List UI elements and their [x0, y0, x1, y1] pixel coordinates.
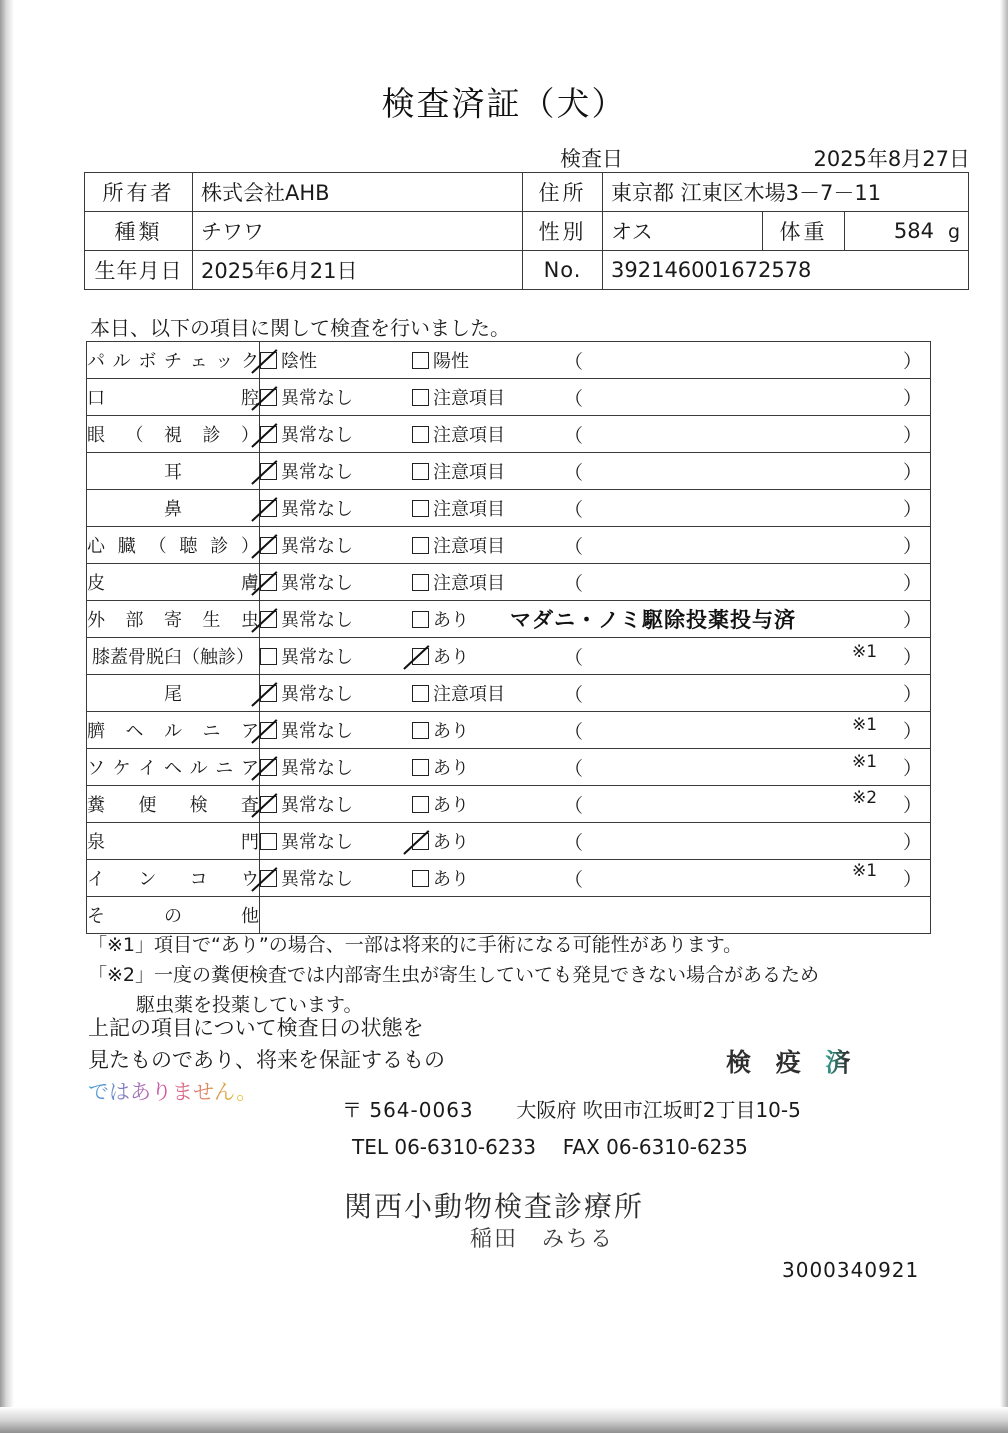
- checkbox-option-label: 注意項目: [433, 425, 505, 446]
- checkbox-option-label: あり: [433, 721, 469, 742]
- checkbox-icon[interactable]: [412, 870, 429, 887]
- remark-paren-close: ）: [902, 387, 922, 410]
- checklist-item-label: 泉 門: [87, 823, 260, 860]
- owner-info-table: [84, 172, 969, 290]
- checkbox-icon[interactable]: [412, 426, 429, 443]
- remark-paren-open: （: [564, 350, 584, 373]
- checkbox-option[interactable]: [412, 495, 562, 521]
- table-row: [87, 712, 931, 749]
- checkbox-option-label: 異常なし: [281, 647, 353, 668]
- checkbox-option[interactable]: [260, 865, 412, 891]
- checkbox-option[interactable]: [260, 606, 412, 632]
- footnote-1: 「※1」項目で“あり”の場合、一部は将来的に手術になる可能性があります。: [88, 934, 743, 956]
- checklist-item-label: 耳: [87, 453, 260, 490]
- checklist-options-cell: [260, 823, 931, 860]
- footnote-marker: ※1: [852, 751, 878, 772]
- checklist-item-label: ソ ケ イ ヘ ル ニ ア: [87, 749, 260, 786]
- remark-paren-close: ）: [902, 461, 922, 484]
- checklist-item-label: パ ル ボ チ ェ ッ ク: [87, 342, 260, 379]
- breed-label: 種類: [85, 212, 193, 251]
- checkbox-option-label: 注意項目: [433, 536, 505, 557]
- checkbox-icon[interactable]: [412, 574, 429, 591]
- remark-paren-close: ）: [902, 572, 922, 595]
- checkbox-option[interactable]: [260, 754, 412, 780]
- checkbox-option[interactable]: [412, 421, 562, 447]
- checklist-options-cell: [260, 860, 931, 897]
- remark-paren-open: （: [564, 868, 584, 891]
- weight-unit: g: [947, 221, 961, 243]
- table-row: [87, 564, 931, 601]
- checkmark-icon[interactable]: [260, 500, 277, 517]
- checkbox-option[interactable]: [260, 828, 412, 854]
- postal-mark: 〒: [342, 1098, 363, 1122]
- remark-paren-close: ）: [902, 757, 922, 780]
- checklist-options-cell: [260, 527, 931, 564]
- remark-paren-open: （: [564, 461, 584, 484]
- checklist-item-label: 皮 膚: [87, 564, 260, 601]
- checklist-options-cell: [260, 638, 931, 675]
- remark-paren-open: （: [564, 498, 584, 521]
- checkbox-option[interactable]: [260, 643, 412, 669]
- table-row-owner: [85, 173, 969, 212]
- number-value: 392146001672578: [603, 251, 969, 290]
- checkbox-option-label: 異常なし: [281, 536, 353, 557]
- checkbox-icon[interactable]: [412, 389, 429, 406]
- table-row: [87, 675, 931, 712]
- checkbox-option-label: あり: [433, 795, 469, 816]
- footnote-marker: ※1: [852, 861, 878, 881]
- checkbox-icon[interactable]: [412, 685, 429, 702]
- checkbox-icon[interactable]: [412, 352, 429, 369]
- table-row: [87, 638, 931, 675]
- checkbox-icon[interactable]: [260, 833, 277, 850]
- lead-text: 本日、以下の項目に関して検査を行いました。: [90, 316, 510, 340]
- table-row: [87, 416, 931, 453]
- checklist-options-cell: [260, 416, 931, 453]
- remark-paren-open: （: [564, 572, 584, 595]
- quarantine-stamp: 検 疫 済: [726, 1043, 858, 1079]
- handwritten-note: マダニ・ノミ駆除投薬投与済: [510, 608, 796, 632]
- remark-paren-open: （: [564, 535, 584, 558]
- checklist-options-cell: [260, 490, 931, 527]
- checkbox-option-label: 注意項目: [433, 499, 505, 520]
- checkbox-option-label: 異常なし: [281, 462, 353, 483]
- checklist-item-label: 糞 便 検 査: [87, 786, 260, 823]
- checkmark-icon[interactable]: [412, 833, 429, 850]
- checkmark-icon[interactable]: [412, 648, 429, 665]
- checkbox-option[interactable]: [412, 717, 562, 743]
- checkbox-option[interactable]: [412, 532, 562, 558]
- table-row: [87, 786, 931, 823]
- checkbox-option[interactable]: [260, 680, 412, 706]
- inspection-date-label: 検査日: [560, 147, 623, 171]
- checklist-options-cell: [260, 675, 931, 712]
- address-value: 東京都 江東区木場3－7－11: [603, 173, 969, 212]
- checkbox-option[interactable]: [260, 791, 412, 817]
- checkbox-option-label: 異常なし: [281, 869, 353, 890]
- owner-label: 所有者: [85, 173, 193, 212]
- table-row: [87, 897, 931, 934]
- clinic-name: 関西小動物検査診療所: [344, 1190, 645, 1223]
- checklist-options-cell: [260, 564, 931, 601]
- document-number: 3000340921: [782, 1258, 920, 1282]
- checklist-item-label: イ ン コ ウ: [87, 860, 260, 897]
- owner-value: 株式会社AHB: [193, 173, 523, 212]
- veterinarian-name: 稲田 みちる: [470, 1227, 615, 1252]
- checkbox-option[interactable]: [260, 717, 412, 743]
- clinic-fax: FAX 06-6310-6235: [562, 1135, 748, 1159]
- checkbox-option[interactable]: [412, 347, 562, 373]
- checkmark-icon[interactable]: [260, 574, 277, 591]
- footnotes: [88, 930, 819, 1020]
- checklist-item-label: 臍 ヘ ル ニ ア: [87, 712, 260, 749]
- footnote-2-cont: 駆虫薬を投薬しています。: [136, 994, 363, 1016]
- checkbox-option[interactable]: [260, 532, 412, 558]
- remark-paren-close: ）: [902, 535, 922, 558]
- remark-paren-close: ）: [902, 831, 922, 854]
- remark-paren-open: （: [564, 646, 584, 669]
- checklist-item-label: 眼 （ 視 診 ）: [87, 416, 260, 453]
- remark-paren-close: ）: [902, 794, 922, 817]
- checkbox-option-label: 異常なし: [281, 721, 353, 742]
- checkbox-option-label: あり: [433, 869, 469, 890]
- remark-paren-open: （: [564, 720, 584, 743]
- checkbox-option[interactable]: [260, 421, 412, 447]
- remark-paren-open: （: [564, 831, 584, 854]
- birth-label: 生年月日: [85, 251, 193, 290]
- checkmark-icon[interactable]: [260, 537, 277, 554]
- checkbox-option-label: 注意項目: [433, 573, 505, 594]
- postal-code: 564-0063: [369, 1098, 474, 1122]
- table-row: [87, 379, 931, 416]
- checkbox-option-label: 注意項目: [433, 684, 505, 705]
- checkbox-option-label: あり: [433, 758, 469, 779]
- checkmark-icon[interactable]: [260, 352, 277, 369]
- checkmark-icon[interactable]: [260, 685, 277, 702]
- footnote-2: 「※2」一度の糞便検査では内部寄生虫が寄生していても発見できない場合があるため: [88, 964, 820, 986]
- table-row: [87, 749, 931, 786]
- checklist-options-cell: [260, 342, 931, 379]
- checkbox-option-label: 異常なし: [281, 388, 353, 409]
- weight-cell: [845, 212, 969, 251]
- remark-paren-open: （: [564, 424, 584, 447]
- checklist-options-cell: [260, 749, 931, 786]
- checklist-item-label: 鼻: [87, 490, 260, 527]
- disclaimer-line-3: ではありません。: [88, 1076, 445, 1108]
- disclaimer-line-1: 上記の項目について検査日の状態を: [88, 1016, 424, 1040]
- checklist-options-cell: [260, 453, 931, 490]
- checkbox-option-label: 異常なし: [281, 425, 353, 446]
- checkbox-option-label: 陽性: [433, 351, 469, 372]
- checklist-options-cell: [260, 786, 931, 823]
- remark-paren-close: ）: [902, 498, 922, 521]
- checkbox-option-label: あり: [433, 832, 469, 853]
- checkbox-option-label: 異常なし: [281, 795, 353, 816]
- checkbox-option-label: 異常なし: [281, 832, 353, 853]
- checklist-item-label: そ の 他: [87, 897, 260, 934]
- checklist-item-label: 口 腔: [87, 379, 260, 416]
- checkbox-option[interactable]: [260, 458, 412, 484]
- disclaimer-line-2: 見たものであり、将来を保証するもの: [88, 1048, 445, 1072]
- checkbox-option[interactable]: [412, 828, 562, 854]
- birth-value: 2025年6月21日: [193, 251, 523, 290]
- checkbox-option-label: あり: [433, 610, 469, 631]
- remark-paren-close: ）: [902, 720, 922, 743]
- footnote-marker: ※2: [852, 788, 878, 808]
- checklist-item-label: 心 臓 （ 聴 診 ）: [87, 527, 260, 564]
- page-title: 検査済証（犬）: [381, 84, 627, 123]
- weight-value: 584: [893, 219, 934, 243]
- scan-edge-left: [0, 0, 14, 1433]
- remark-paren-open: （: [564, 757, 584, 780]
- address-label: 住所: [523, 173, 603, 212]
- checkbox-icon[interactable]: [260, 648, 277, 665]
- remark-paren-close: ）: [902, 683, 922, 706]
- checkbox-icon[interactable]: [412, 796, 429, 813]
- checkbox-option-label: 異常なし: [281, 499, 353, 520]
- table-row: [87, 527, 931, 564]
- remark-paren-close: ）: [902, 609, 922, 632]
- remark-paren-close: ）: [902, 868, 922, 891]
- inspection-date-row: [560, 143, 970, 173]
- checkbox-option[interactable]: [260, 495, 412, 521]
- checkmark-icon[interactable]: [260, 611, 277, 628]
- checkbox-icon[interactable]: [412, 463, 429, 480]
- remark-paren-open: （: [564, 794, 584, 817]
- checkbox-option[interactable]: [412, 384, 562, 410]
- checklist-item-label: 外 部 寄 生 虫: [87, 601, 260, 638]
- remark-paren-close: ）: [902, 646, 922, 669]
- inspection-date-value: 2025年8月27日: [813, 147, 970, 171]
- checkbox-option-label: 陰性: [281, 351, 317, 372]
- checkbox-option[interactable]: [260, 569, 412, 595]
- table-row: [87, 601, 931, 638]
- checkbox-icon[interactable]: [412, 500, 429, 517]
- checkbox-option[interactable]: [412, 569, 562, 595]
- checkbox-option[interactable]: [412, 791, 562, 817]
- checkmark-icon[interactable]: [260, 426, 277, 443]
- inspection-checklist-table: [86, 341, 931, 934]
- remark-paren-open: （: [564, 683, 584, 706]
- table-row: [87, 823, 931, 860]
- checkbox-option-label: 異常なし: [281, 758, 353, 779]
- table-row: [87, 453, 931, 490]
- clinic-contact-line: [352, 1135, 748, 1159]
- checkbox-icon[interactable]: [412, 537, 429, 554]
- checkbox-icon[interactable]: [412, 722, 429, 739]
- checkbox-option[interactable]: [412, 643, 562, 669]
- number-label: No.: [523, 251, 603, 290]
- checkmark-icon[interactable]: [260, 796, 277, 813]
- checkbox-icon[interactable]: [412, 611, 429, 628]
- clinic-address: 大阪府 吹田市江坂町2丁目10-5: [516, 1098, 801, 1122]
- table-row-birth: [85, 251, 969, 290]
- checkbox-option-label: 異常なし: [281, 573, 353, 594]
- checkbox-option-label: 異常なし: [281, 684, 353, 705]
- checkbox-option-label: 異常なし: [281, 610, 353, 631]
- clinic-address-line: [342, 1094, 801, 1123]
- checkmark-icon[interactable]: [260, 463, 277, 480]
- remark-paren-close: ）: [902, 350, 922, 373]
- checkbox-option[interactable]: [260, 347, 412, 373]
- scan-edge-bottom: [0, 1407, 1008, 1433]
- checkbox-option[interactable]: [412, 754, 562, 780]
- clinic-tel: TEL 06-6310-6233: [352, 1135, 537, 1159]
- checkbox-option[interactable]: [412, 680, 562, 706]
- scan-edge-right: [1000, 0, 1008, 1433]
- checklist-options-cell: [260, 897, 931, 934]
- table-row-breed: [85, 212, 969, 251]
- checkbox-option[interactable]: [260, 384, 412, 410]
- checkbox-option-label: 注意項目: [433, 388, 505, 409]
- checkbox-option[interactable]: [412, 865, 562, 891]
- checklist-options-cell: [260, 379, 931, 416]
- remark-paren-open: （: [564, 387, 584, 410]
- sex-label: 性別: [523, 212, 603, 251]
- weight-label: 体重: [763, 212, 845, 251]
- checklist-item-label: 膝蓋骨脱臼（触診）: [87, 638, 260, 675]
- table-row: [87, 342, 931, 379]
- table-row: [87, 490, 931, 527]
- checklist-options-cell: [260, 712, 931, 749]
- checklist-item-label: 尾: [87, 675, 260, 712]
- checkmark-icon[interactable]: [260, 389, 277, 406]
- footnote-marker: ※1: [852, 715, 878, 735]
- checkbox-icon[interactable]: [412, 759, 429, 776]
- footnote-marker: ※1: [852, 642, 878, 662]
- remark-paren-close: ）: [902, 424, 922, 447]
- checklist-options-cell: [260, 601, 931, 638]
- checkmark-icon[interactable]: [260, 722, 277, 739]
- checkbox-option-label: 注意項目: [433, 462, 505, 483]
- table-row: [87, 860, 931, 897]
- checkmark-icon[interactable]: [260, 870, 277, 887]
- sex-value: オス: [603, 212, 763, 251]
- checkbox-option-label: あり: [433, 647, 469, 668]
- checkbox-option[interactable]: [412, 458, 562, 484]
- breed-value: チワワ: [193, 212, 523, 251]
- checkmark-icon[interactable]: [260, 759, 277, 776]
